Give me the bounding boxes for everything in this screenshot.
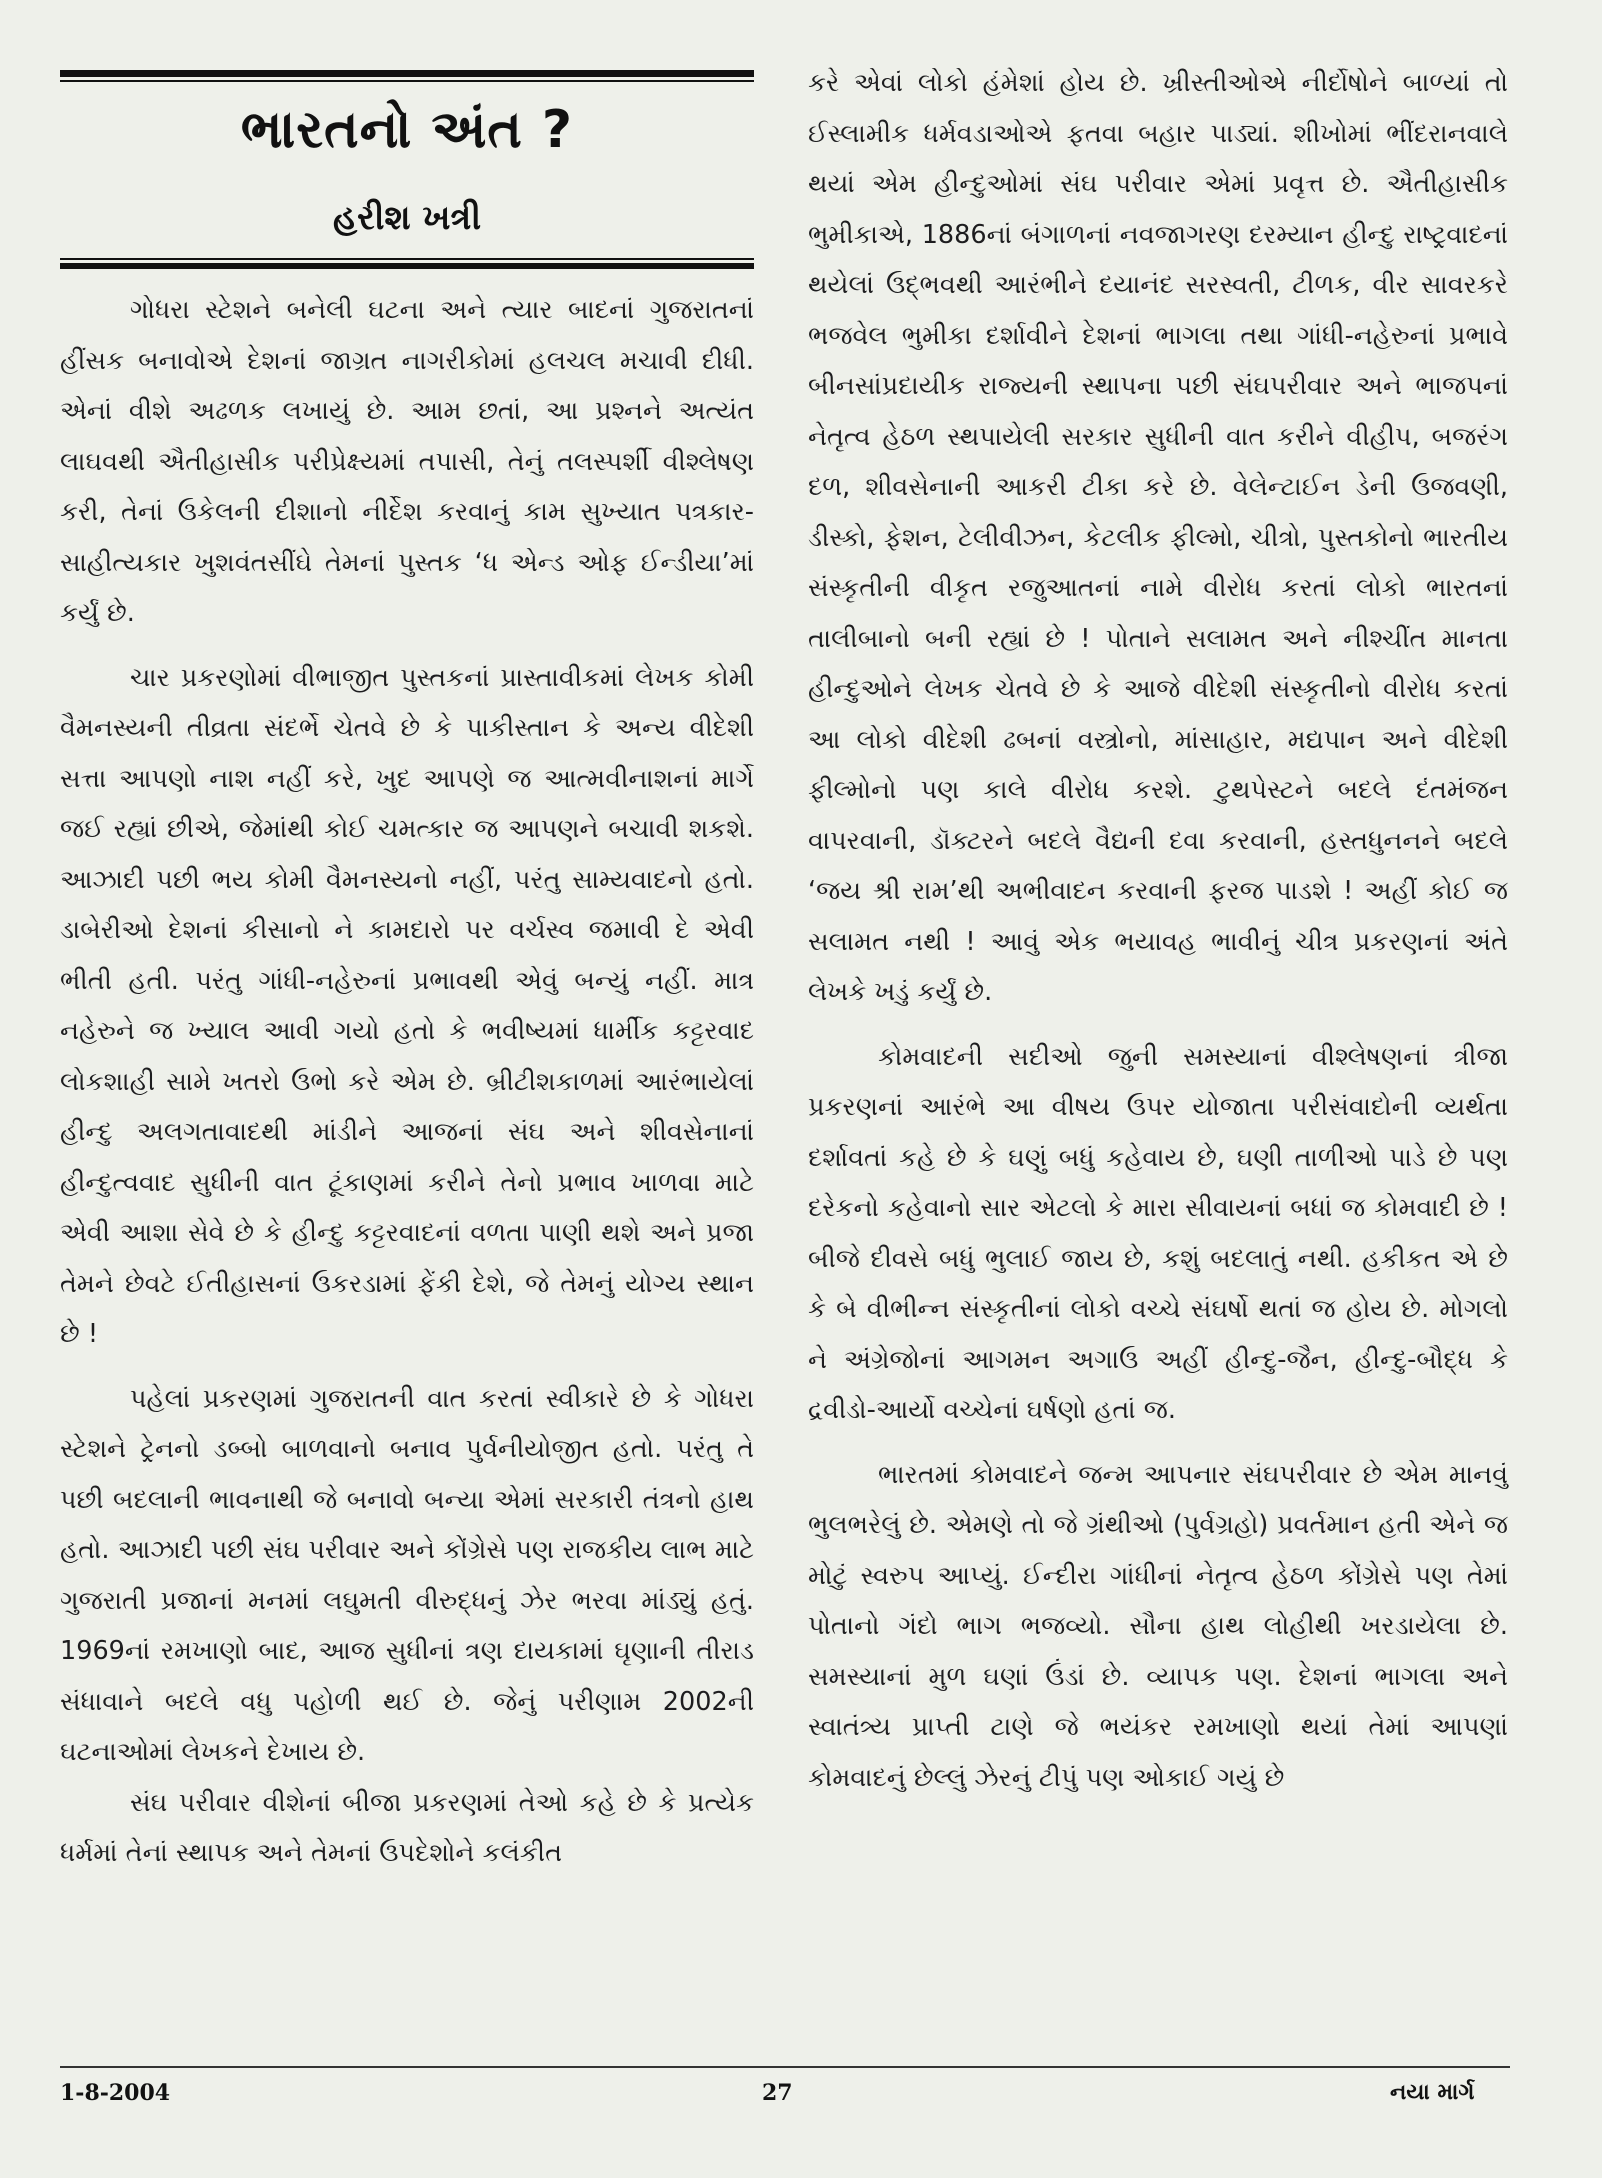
title-rule-bottom <box>60 263 754 269</box>
article-title: ભારતનો અંત ? <box>240 100 574 160</box>
title-rule-top-thin <box>60 80 754 82</box>
paragraph: સંઘ પરીવાર વીશેનાં બીજા પ્રકરણમાં તેઓ કહે છે કે પ્રત્યેક ધર્મમાં તેનાં સ્થાપક અને તેમનાં ઉપદેશોને કલંકીત <box>60 1787 754 1868</box>
title-rule-bottom-thin <box>60 258 754 260</box>
title-rule-top <box>60 70 754 77</box>
paragraph: ચાર પ્રકરણોમાં વીભાજીત પુસ્તકનાં પ્રાસ્તાવીકમાં લેખક કોમી વૈમનસ્યની તીવ્રતા સંદર્ભે ચેતવે છે કે પાકીસ્તાન કે અન્ય વીદેશી સત્તા આપણો નાશ નહીં કરે, ખુદ આપણે જ આત્મવીનાશનાં માર્ગે જઈ રહ્યાં છીએ, જેમાંથી કોઈ ચમત્કાર જ આપણને બચાવી શકશે. આઝાદી પછી ભય કોમી વૈમનસ્યનો નહીં, પરંતુ સામ્યવાદનો હતો. ડાબેરીઓ દેશનાં કીસાનો ને કામદારો પર વર્ચસ્વ જમાવી દે એવી ભીતી હતી. પરંતુ ગાંધી-નહેરુનાં પ્રભાવથી એવું બન્યું નહીં. માત્ર નહેરુને જ ખ્યાલ આવી ગયો હતો કે ભવીષ્યમાં ધાર્મીક કટ્ટરવાદ લોકશાહી સામે ખતરો ઉભો કરે એમ છે. બ્રીટીશકાળમાં આરંભાયેલાં હીન્દુ અલગતાવાદથી માંડીને આજનાં સંઘ અને શીવસેનાનાં હીન્દુત્વવાદ સુધીની વાત ટૂંકાણમાં કરીને તેનો પ્રભાવ ખાળવા માટે એવી આશા સેવે છે કે હીન્દુ કટ્ટરવાદનાં વળતા પાણી થશે અને પ્રજા તેમને છેવટે ઈતીહાસનાં ઉકરડામાં ફેંકી દેશે, જે તેમનું યોગ્ય સ્થાન છે ! <box>60 662 754 1349</box>
paragraph: ભારતમાં કોમવાદને જન્મ આપનાર સંઘપરીવાર છે એમ માનવું ભુલભરેલું છે. એમણે તો જે ગ્રંથીઓ (પુર્વગ્રહો) પ્રવર્તમાન હતી એને જ મોટું સ્વરુપ આપ્યું. ઈન્દીરા ગાંધીનાં નેતૃત્વ હેઠળ કોંગ્રેસે પણ તેમાં પોતાનો ગંદો ભાગ ભજવ્યો. સૌના હાથ લોહીથી ખરડાયેલા છે. સમસ્યાનાં મુળ ઘણાં ઉંડાં છે. વ્યાપક પણ. દેશનાં ભાગલા અને સ્વાતંત્ર્ય પ્રાપ્તી ટાણે જે ભયંકર રમખાણો થયાં તેમાં આપણાં કોમવાદનું છેલ્લું ઝેરનું ટીપું પણ ઓકાઈ ગયું છે <box>808 1459 1508 1793</box>
paragraph: ગોધરા સ્ટેશને બનેલી ઘટના અને ત્યાર બાદનાં ગુજરાતનાં હીંસક બનાવોએ દેશનાં જાગ્રત નાગરીકોમાં હલચલ મચાવી દીધી. એનાં વીશે અઢળક લખાયું છે. આમ છતાં, આ પ્રશ્નને અત્યંત લાઘવથી ઐતીહાસીક પરીપ્રેક્ષ્યમાં તપાસી, તેનું તલસ્પર્શી વીશ્લેષણ કરી, તેનાં ઉકેલની દીશાનો નીર્દેશ કરવાનું કામ સુખ્યાત પત્રકાર-સાહીત્યકાર ખુશવંતસીંઘે તેમનાં પુસ્તક ‘ધ એન્ડ ઓફ ઈન્ડીયા’માં કર્યું છે. <box>60 295 754 628</box>
paragraph: કોમવાદની સદીઓ જુની સમસ્યાનાં વીશ્લેષણનાં ત્રીજા પ્રકરણનાં આરંભે આ વીષય ઉપર યોજાતા પરીસંવાદોની વ્યર્થતા દર્શાવતાં કહે છે કે ઘણું બધું કહેવાય છે, ઘણી તાળીઓ પાડે છે પણ દરેકનો કહેવાનો સાર એટલો કે મારા સીવાયનાં બધાં જ કોમવાદી છે ! બીજે દીવસે બધું ભુલાઈ જાય છે, કશું બદલાતું નથી. હકીકત એ છે કે બે વીભીન્ન સંસ્કૃતીનાં લોકો વચ્ચે સંઘર્ષો થતાં જ હોય છે. મોગલો ને અંગ્રેજોનાં આગમન અગાઉ અહીં હીન્દુ-જૈન, હીન્દુ-બૌદ્ધ કે દ્રવીડો-આર્યો વચ્ચેનાં ઘર્ષણો હતાં જ. <box>808 1041 1508 1425</box>
page-number: 27 <box>762 2080 793 2106</box>
footer-rule <box>60 2066 1510 2068</box>
paragraph: કરે એવાં લોકો હંમેશાં હોય છે. ખ્રીસ્તીઓએ નીર્દોષોને બાળ્યાં તો ઈસ્લામીક ધર્મવડાઓએ ફતવા બહાર પાડ્યાં. શીખોમાં ભીંદરાનવાલે થયાં એમ હીન્દુઓમાં સંઘ પરીવાર એમાં પ્રવૃત્ત છે. ઐતીહાસીક ભુમીકાએ, 1886નાં બંગાળનાં નવજાગરણ દરમ્યાન હીન્દુ રાષ્ટ્રવાદનાં થયેલાં ઉદ્ભવથી આરંભીને દયાનંદ સરસ્વતી, ટીળક, વીર સાવરકરે ભજવેલ ભુમીકા દર્શાવીને દેશનાં ભાગલા તથા ગાંધી-નહેરુનાં પ્રભાવે બીનસાંપ્રદાયીક રાજ્યની સ્થાપના પછી સંઘપરીવાર અને ભાજપનાં નેતૃત્વ હેઠળ સ્થપાયેલી સરકાર સુધીની વાત કરીને વીહીપ, બજરંગ દળ, શીવસેનાની આકરી ટીકા કરે છે. વેલેન્ટાઈન ડેની ઉજવણી, ડીસ્કો, ફેશન, ટેલીવીઝન, કેટલીક ફીલ્મો, ચીત્રો, પુસ્તકોનો ભારતીય સંસ્કૃતીની વીકૃત રજુઆતનાં નામે વીરોધ કરતાં લોકો ભારતનાં તાલીબાનો બની રહ્યાં છે ! પોતાને સલામત અને નીશ્ચીંત માનતા હીન્દુઓને લેખક ચેતવે છે કે આજે વીદેશી સંસ્કૃતીનો વીરોધ કરતાં આ લોકો વીદેશી ઢબનાં વસ્ત્રોનો, માંસાહાર, મદ્યપાન અને વીદેશી ફીલ્મોનો પણ કાલે વીરોધ કરશે. ટુથપેસ્ટને બદલે દંતમંજન વાપરવાની, ડૉક્ટરને બદલે વૈદ્યની દવા કરવાની, હસ્તધુનનને બદલે ‘જય શ્રી રામ’થી અભીવાદન કરવાની ફરજ પાડશે ! અહીં કોઈ જ સલામત નથી ! આવું એક ભયાવહ ભાવીનું ચીત્ર પ્રકરણનાં અંતે લેખકે ખડું કર્યું છે. <box>808 68 1508 1007</box>
right-column <box>808 58 1508 1803</box>
footer-date: 1-8-2004 <box>60 2080 171 2106</box>
paragraph: પહેલાં પ્રકરણમાં ગુજરાતની વાત કરતાં સ્વીકારે છે કે ગોધરા સ્ટેશને ટ્રેનનો ડબ્બો બાળવાનો બનાવ પુર્વનીયોજીત હતો. પરંતુ તે પછી બદલાની ભાવનાથી જે બનાવો બન્યા એમાં સરકારી તંત્રનો હાથ હતો. આઝાદી પછી સંઘ પરીવાર અને કોંગ્રેસે પણ રાજકીય લાભ માટે ગુજરાતી પ્રજાનાં મનમાં લઘુમતી વીરુદ્ધનું ઝેર ભરવા માંડ્યું હતું. 1969નાં રમખાણો બાદ, આજ સુધીનાં ત્રણ દાયકામાં ઘૃણાની તીરાડ સંધાવાને બદલે વધુ પહોળી થઈ છે. જેનું પરીણામ 2002ની ઘટનાઓમાં લેખકને દેખાય છે. <box>60 1383 754 1767</box>
left-column <box>60 285 754 1879</box>
magazine-name: નયા માર્ગ <box>1390 2080 1475 2105</box>
article-author: હરીશ ખત્રી <box>332 198 482 238</box>
